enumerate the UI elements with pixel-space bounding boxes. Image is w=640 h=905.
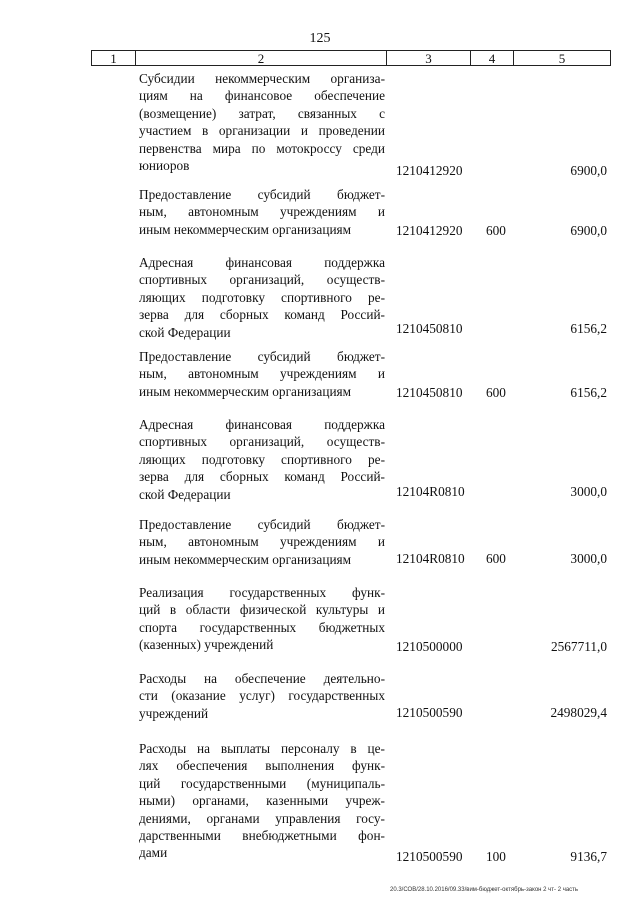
column-header-2: 2: [136, 51, 387, 65]
description-line: ляющих подготовку спортивного ре-: [139, 451, 385, 467]
description-line: первенства мира по мотокроссу среди: [139, 140, 385, 156]
row-description: [139, 516, 385, 568]
row-description: [139, 740, 385, 862]
description-line: иным некоммерческим организациям: [139, 383, 352, 399]
description-line: ным, автономным учреждениям и: [139, 534, 385, 550]
row-amount: 3000,0: [570, 484, 607, 499]
row-amount: 2498029,4: [550, 705, 607, 720]
description-line: ций в области физической культуры и: [139, 602, 385, 618]
description-line: Расходы на обеспечение деятельно-: [139, 671, 385, 686]
page-number: 125: [309, 31, 331, 46]
description-line: ской Федерации: [139, 324, 231, 340]
row-description: [139, 670, 385, 722]
description-line: иным некоммерческим организациям: [139, 551, 352, 567]
row-amount: 9136,7: [570, 849, 607, 864]
column-header-5: 5: [558, 51, 566, 66]
column-header-1: 1: [92, 51, 136, 65]
description-line: сти (оказание услуг) государственных: [139, 688, 385, 704]
row-target-code: 1210450810: [396, 385, 463, 400]
description-line: Адресная финансовая поддержка: [139, 255, 385, 270]
description-line: зерва для сборных команд Россий-: [139, 307, 385, 323]
row-description: [139, 584, 385, 654]
description-line: (казенных) учреждений: [139, 637, 274, 653]
row-target-code: 1210450810: [396, 321, 463, 336]
row-amount: 2567711,0: [550, 639, 607, 654]
description-line: учреждений: [139, 705, 209, 721]
row-amount: 6156,2: [570, 321, 607, 336]
row-target-code: 1210500590: [396, 849, 463, 864]
description-line: ляющих подготовку спортивного ре-: [139, 289, 385, 305]
description-line: зерва для сборных команд Россий-: [139, 469, 385, 485]
description-line: ным, автономным учреждениям и: [139, 204, 385, 220]
row-target-code: 1210500000: [396, 639, 463, 654]
row-description: [139, 416, 385, 503]
row-target-code: 1210412920: [396, 163, 463, 178]
row-amount: 6156,2: [570, 385, 607, 400]
description-line: (возмещение) затрат, связанных с: [139, 105, 385, 121]
description-line: Адресная финансовая поддержка: [139, 417, 385, 432]
description-line: Предоставление субсидий бюджет-: [139, 517, 385, 532]
description-line: дениями, органами управления госу-: [139, 810, 385, 826]
description-line: участием в организации и проведении: [139, 123, 385, 139]
description-line: спортивных организаций, осуществ-: [139, 272, 385, 288]
footer-reference: 20.3/СОВ/28.10.2016/09.33/вим-бюджет-октябрь-закон 2 чт- 2 часть: [390, 887, 579, 893]
description-line: спорта государственных бюджетных: [139, 619, 385, 635]
row-target-code: 1210412920: [396, 223, 463, 238]
description-line: лях обеспечения выполнения функ-: [139, 758, 385, 774]
description-line: ций государственными (муниципаль-: [139, 775, 385, 791]
description-line: Субсидии некоммерческим организа-: [139, 71, 385, 86]
row-target-code: 12104R0810: [396, 551, 465, 566]
description-line: ным, автономным учреждениям и: [139, 366, 385, 382]
column-header-3: 3: [387, 51, 471, 65]
row-amount: 6900,0: [570, 163, 607, 178]
description-line: Предоставление субсидий бюджет-: [139, 187, 385, 202]
description-line: юниоров: [139, 158, 190, 174]
description-line: ской Федерации: [139, 486, 231, 502]
row-expense-type: 600: [486, 223, 506, 238]
row-description: [139, 348, 385, 400]
column-header-row: [91, 50, 611, 66]
description-line: Расходы на выплаты персоналу в це-: [139, 741, 385, 756]
description-line: дами: [139, 845, 168, 861]
row-expense-type: 600: [486, 551, 506, 566]
row-description: [139, 254, 385, 341]
description-line: спортивных организаций, осуществ-: [139, 434, 385, 450]
description-line: ными) органами, казенными учреж-: [139, 793, 385, 809]
description-line: Реализация государственных функ-: [139, 585, 385, 600]
description-line: иным некоммерческим организациям: [139, 221, 352, 237]
row-expense-type: 600: [486, 385, 506, 400]
row-expense-type: 100: [486, 849, 506, 864]
column-header-4: 4: [471, 51, 514, 65]
row-amount: 6900,0: [570, 223, 607, 238]
description-line: Предоставление субсидий бюджет-: [139, 349, 385, 364]
description-line: циям на финансовое обеспечение: [139, 88, 385, 104]
row-amount: 3000,0: [570, 551, 607, 566]
row-description: [139, 186, 385, 238]
row-target-code: 12104R0810: [396, 484, 465, 499]
description-line: дарственными внебюджетными фон-: [139, 828, 385, 844]
row-description: [139, 70, 385, 174]
row-target-code: 1210500590: [396, 705, 463, 720]
